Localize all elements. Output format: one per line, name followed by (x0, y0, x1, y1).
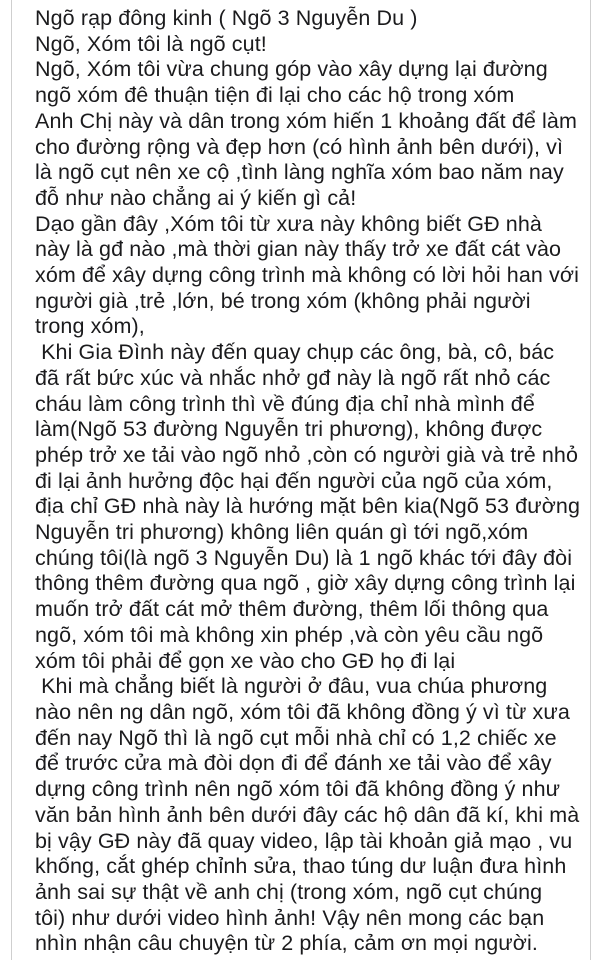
text-line: để trước cửa mà đòi dọn đi để đánh xe tải vào để xây (35, 751, 552, 776)
text-line: cháu làm công trình thì về đúng địa chỉ nhà mình để (35, 391, 535, 416)
text-line: muốn trở đất cát mở thêm đường, thêm lối thông qua (35, 597, 549, 622)
text-line: đỗ như nào chẳng ai ý kiến gì cả! (35, 185, 357, 210)
text-line: cho đường rộng và đẹp hơn (có hình ảnh bên dưới), vì (35, 134, 564, 159)
text-line: làm(Ngõ 53 đường Nguyễn tri phương), không được (35, 417, 543, 442)
text-line: là ngõ cụt nên xe cộ ,tình làng nghĩa xóm bao năm nay (35, 160, 564, 185)
text-line: địa chỉ GĐ nhà này là hướng mặt bên kia(Ngõ 53 đường (35, 494, 581, 519)
text-line: Ngõ, Xóm tôi là ngõ cụt! (35, 31, 267, 56)
text-line: bị vậy GĐ này đã quay video, lập tài khoản giả mạo , vu (35, 828, 573, 853)
text-line: đi lại ảnh hưởng độc hại đến người của ngõ của xóm, (35, 468, 553, 493)
text-line: tôi) như dưới video hình ảnh! Vậy nên mong các bạn (35, 905, 545, 930)
text-line: phép trở xe tải vào ngõ nhỏ ,còn có người già và trẻ nhỏ (35, 442, 579, 467)
text-line: đã rất bức xúc và nhắc nhở gđ này là ngõ rất nhỏ các (35, 365, 551, 390)
text-line: văn bản hình ảnh bên dưới đây các hộ dân đã kí, khi mà (35, 802, 580, 827)
text-line: ảnh sai sự thật về anh chị (trong xóm, ngõ cụt chúng (35, 879, 543, 904)
text-line: dựng công trình nên ngõ xóm tôi đã không đồng ý như (35, 777, 561, 802)
text-line: thông thêm đường qua ngõ , giờ xây dựng công trình lại (35, 571, 576, 596)
text-line: Anh Chị này và dân trong xóm hiến 1 khoảng đất để làm (35, 108, 577, 133)
text-line: Ngõ, Xóm tôi vừa chung góp vào xây dựng lại đường (35, 57, 548, 82)
text-line: xóm tôi phải để gọn xe vào cho GĐ họ đi lại (35, 648, 456, 673)
text-line: khống, cắt ghép chỉnh sửa, thao túng dư luận đưa hình (35, 854, 567, 879)
post-text (35, 6, 582, 957)
text-line: này là gđ nào ,mà thời gian này thấy trở xe đất cát vào (35, 237, 562, 262)
text-line: Khi Gia Đình này đến quay chụp các ông, bà, cô, bác (35, 340, 555, 365)
text-line: chúng tôi(là ngõ 3 Nguyễn Du) là 1 ngõ khác tới đây đòi (35, 545, 573, 570)
text-line: xóm để xây dựng công trình mà không có lời hỏi han với (35, 263, 579, 288)
text-line: người già ,trẻ ,lớn, bé trong xóm (không phải người (35, 288, 531, 313)
text-line: trong xóm), (35, 314, 145, 339)
text-line: ngõ xóm đê thuận tiện đi lại cho các hộ trong xóm (35, 83, 515, 108)
text-line: Khi mà chẳng biết là người ở đâu, vua chúa phương (35, 674, 548, 699)
text-line: nhìn nhận câu chuyện từ 2 phía, cảm ơn mọi người. (35, 931, 538, 956)
text-line: đến nay Ngõ thì là ngõ cụt mỗi nhà chỉ có 1,2 chiếc xe (35, 725, 557, 750)
post-card (11, 0, 591, 960)
text-line: ngõ, xóm tôi mà không xin phép ,và còn yêu cầu ngõ (35, 622, 544, 647)
text-line: Nguyễn tri phương) không liên quán gì tới ngõ,xóm (35, 520, 529, 545)
text-line: Ngõ rạp đông kinh ( Ngõ 3 Nguyễn Du ) (35, 6, 418, 30)
text-line: nào nên ng dân ngõ, xóm tôi đã không đồng ý vì từ xưa (35, 699, 570, 724)
text-line: Dạo gần đây ,Xóm tôi từ xưa này không biết GĐ nhà (35, 211, 542, 236)
